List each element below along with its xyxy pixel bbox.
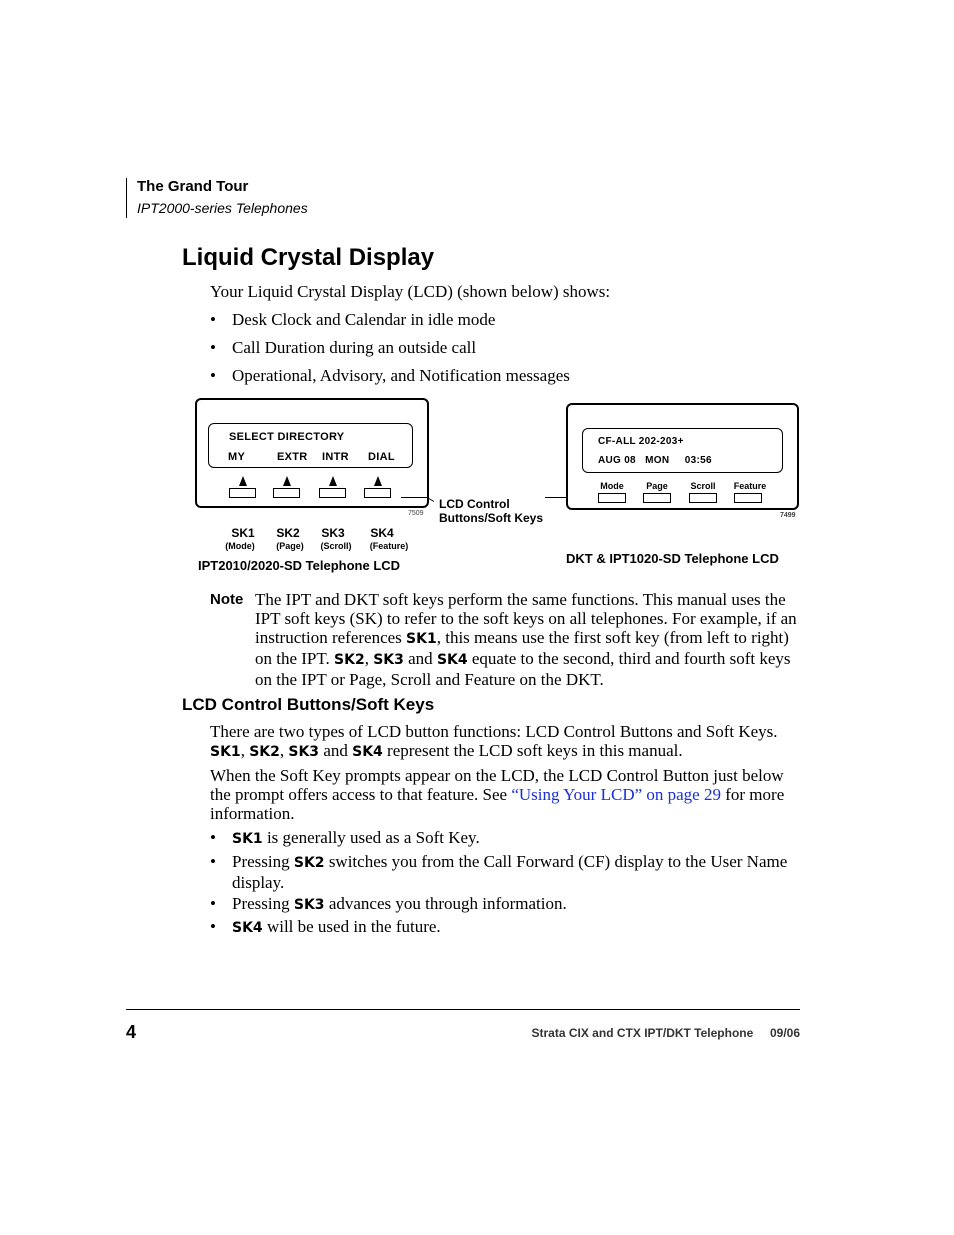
list-item: • SK1 is generally used as a Soft Key. bbox=[210, 828, 480, 847]
sk4-label: SK4 bbox=[370, 526, 394, 540]
dkt-feature-button[interactable] bbox=[734, 493, 762, 503]
note-paragraph: The IPT and DKT soft keys perform the same functions. This manual uses the IPT soft keys (SK) to refer to the soft keys on all telephones. For example, if an instruction references SK1, this means use the first soft key (from left to right) on the IPT. SK2, SK3 and SK4 equate to the second, third and fourth soft keys on the IPT or Page, Scroll and Feature on the DKT. bbox=[255, 590, 797, 689]
dkt-mode-label: Mode bbox=[600, 481, 624, 491]
dkt-feature-label: Feature bbox=[733, 481, 767, 491]
subsection-paragraph-1: There are two types of LCD button functions: LCD Control Buttons and Soft Keys. SK1, SK2, SK3 and SK4 represent the LCD soft keys in this manual. bbox=[210, 722, 778, 760]
subsection-title: LCD Control Buttons/Soft Keys bbox=[182, 695, 435, 714]
page-number: 4 bbox=[126, 1022, 137, 1042]
arrow-up-icon bbox=[239, 476, 247, 486]
dkt-lcd-line2: AUG 08 MON 03:56 bbox=[598, 455, 712, 466]
dkt-lcd-line1: CF-ALL 202-203+ bbox=[598, 436, 684, 447]
dkt-lcd-screen bbox=[582, 428, 783, 473]
ipt-lcd-prompt-my: MY bbox=[228, 451, 246, 463]
sk1-name: (Mode) bbox=[225, 541, 255, 551]
soft-key-4-button[interactable] bbox=[364, 488, 391, 498]
soft-key-2-button[interactable] bbox=[273, 488, 300, 498]
intro-paragraph: Your Liquid Crystal Display (LCD) (shown below) shows: bbox=[210, 282, 611, 301]
ipt-lcd-prompt-dial: DIAL bbox=[368, 451, 395, 463]
callout-leader-left bbox=[401, 497, 427, 498]
ipt-figure-id: 7509 bbox=[408, 510, 424, 517]
sk2-label: SK2 bbox=[276, 526, 300, 540]
using-your-lcd-link[interactable]: “Using Your LCD” on page 29 bbox=[511, 785, 721, 804]
dkt-scroll-button[interactable] bbox=[689, 493, 717, 503]
dkt-figure-id: 7499 bbox=[780, 512, 796, 519]
list-item: • SK4 will be used in the future. bbox=[210, 917, 441, 936]
footer-rule bbox=[126, 1009, 800, 1010]
sk3-name: (Scroll) bbox=[320, 541, 352, 551]
callout-label: LCD Control Buttons/Soft Keys bbox=[439, 497, 544, 525]
dkt-mode-button[interactable] bbox=[598, 493, 626, 503]
chapter-subtitle: IPT2000-series Telephones bbox=[137, 200, 308, 216]
header-rule bbox=[126, 178, 127, 218]
note-label: Note bbox=[210, 591, 244, 608]
list-item: • Call Duration during an outside call bbox=[210, 338, 477, 357]
arrow-up-icon bbox=[374, 476, 382, 486]
dkt-figure-caption: DKT & IPT1020-SD Telephone LCD bbox=[566, 551, 779, 566]
sk3-label: SK3 bbox=[321, 526, 345, 540]
subsection-paragraph-2: When the Soft Key prompts appear on the LCD, the LCD Control Button just below the prompt offers access to that feature. See “Using Your LCD” on page 29 for more information. bbox=[210, 766, 785, 823]
soft-key-3-button[interactable] bbox=[319, 488, 346, 498]
list-item: • Desk Clock and Calendar in idle mode bbox=[210, 310, 496, 329]
section-title: Liquid Crystal Display bbox=[182, 244, 435, 271]
dkt-scroll-label: Scroll bbox=[690, 481, 716, 491]
footer-text: Strata CIX and CTX IPT/DKT Telephone 09/06 bbox=[531, 1026, 800, 1040]
ipt-lcd-prompt-intr: INTR bbox=[322, 451, 349, 463]
ipt-lcd-prompt-extr: EXTR bbox=[277, 451, 308, 463]
ipt-lcd-line1: SELECT DIRECTORY bbox=[229, 431, 345, 443]
ipt-figure-caption: IPT2010/2020-SD Telephone LCD bbox=[198, 558, 401, 573]
soft-key-1-button[interactable] bbox=[229, 488, 256, 498]
list-item: • Operational, Advisory, and Notification messages bbox=[210, 366, 570, 385]
list-item: • Pressing SK2 switches you from the Call Forward (CF) display to the User Name display. bbox=[210, 852, 788, 892]
dkt-page-label: Page bbox=[646, 481, 668, 491]
arrow-up-icon bbox=[329, 476, 337, 486]
sk1-label: SK1 bbox=[231, 526, 255, 540]
list-item: • Pressing SK3 advances you through information. bbox=[210, 894, 567, 913]
sk4-name: (Feature) bbox=[369, 541, 409, 551]
arrow-up-icon bbox=[283, 476, 291, 486]
sk2-name: (Page) bbox=[276, 541, 304, 551]
dkt-page-button[interactable] bbox=[643, 493, 671, 503]
chapter-title: The Grand Tour bbox=[137, 178, 249, 195]
